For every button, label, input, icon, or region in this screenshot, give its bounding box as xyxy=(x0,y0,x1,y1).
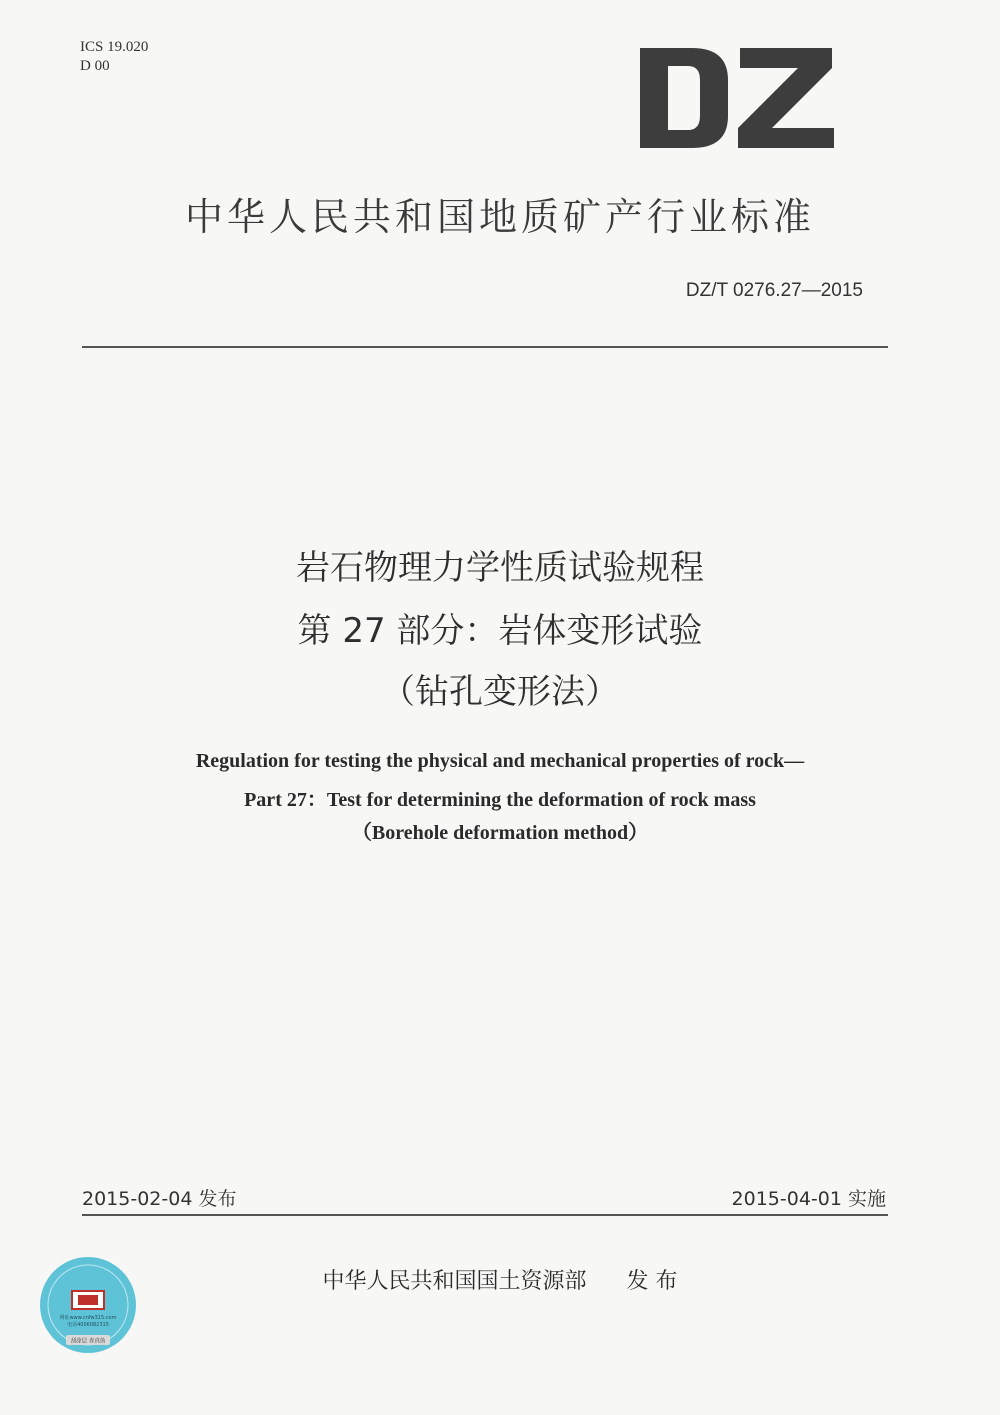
footer-divider xyxy=(82,1214,888,1216)
svg-text:刮涂层 查真伪: 刮涂层 查真伪 xyxy=(70,1338,106,1345)
svg-text:电话4006082315: 电话4006082315 xyxy=(67,1322,109,1328)
title-en-line3: （Borehole deformation method） xyxy=(351,822,649,844)
publish-date: 2015-02-04 发布 xyxy=(82,1188,237,1210)
standard-code: DZ/T 0276.27—2015 xyxy=(685,280,863,301)
header-divider xyxy=(82,346,888,348)
title-en-line1: Regulation for testing the physical and mechanical properties of rock— xyxy=(195,750,805,772)
title-cn-line2: 第 27 部分：岩体变形试验 xyxy=(297,611,703,651)
title-cn-line1: 岩石物理力学性质试验规程 xyxy=(296,548,704,588)
anti-counterfeit-seal xyxy=(38,1255,138,1355)
dz-logo xyxy=(640,48,835,148)
svg-text:网址www.cnfw315.com: 网址www.cnfw315.com xyxy=(59,1315,117,1321)
standard-category: 中华人民共和国地质矿产行业标准 xyxy=(184,195,815,239)
ics-code: ICS 19.020 xyxy=(80,39,149,55)
issuer-org: 中华人民共和国国土资源部 xyxy=(322,1269,587,1294)
ccs-code: D 00 xyxy=(80,58,110,74)
issuer xyxy=(0,1264,1000,1295)
classification-codes xyxy=(80,38,148,76)
issuer-action: 发 布 xyxy=(626,1269,678,1294)
implement-date: 2015-04-01 实施 xyxy=(731,1188,886,1210)
title-cn-line3: （钻孔变形法） xyxy=(381,672,619,712)
title-en-line2: Part 27：Test for determining the deformation of rock mass xyxy=(244,789,756,811)
